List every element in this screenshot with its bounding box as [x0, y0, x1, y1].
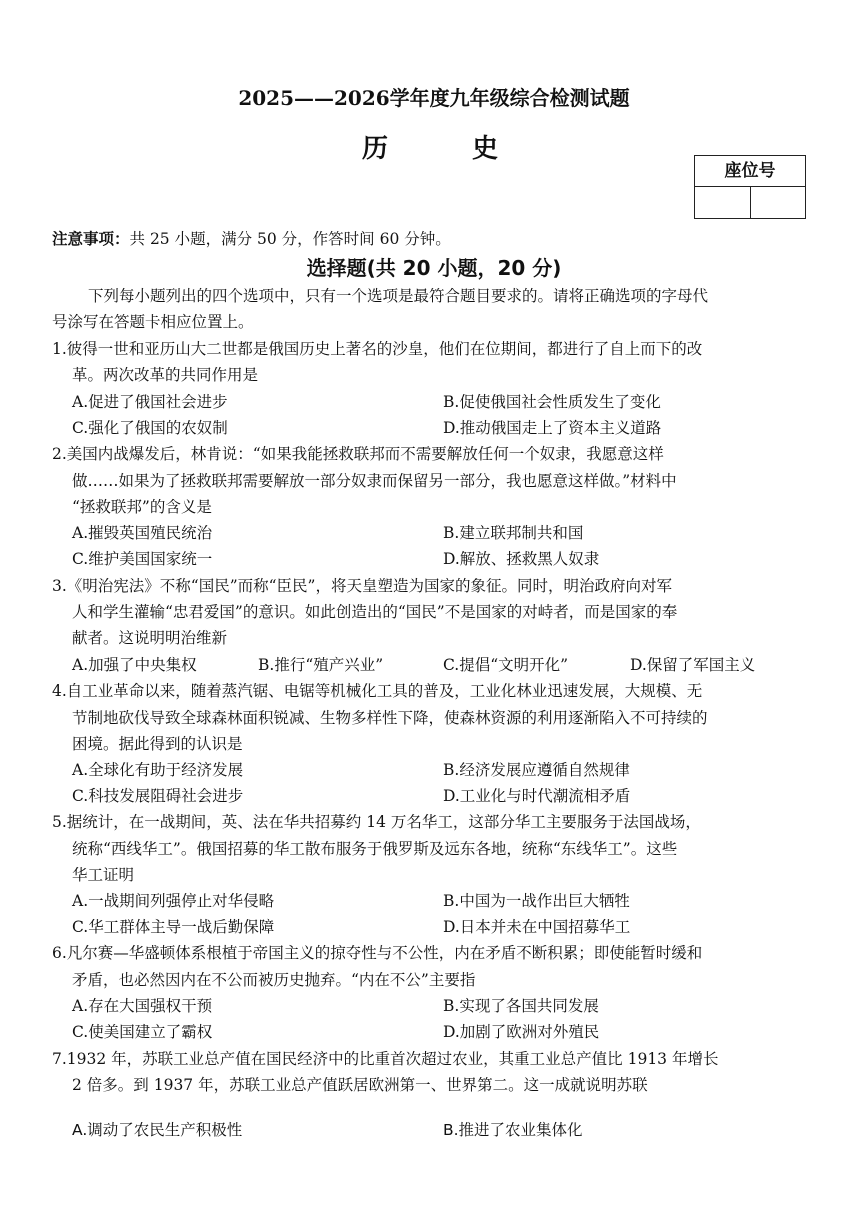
question-7-text: 7.1932 年，苏联工业总产值在国民经济中的比重首次超过农业，其重工业总产值比 1913 年增长 — [52, 1050, 719, 1068]
question-4-text: 4.自工业革命以来，随着蒸汽锯、电锯等机械化工具的普及，工业化林业迅速发展，大规模、无 — [52, 682, 703, 700]
notice-label: 注意事项： — [52, 230, 130, 248]
question-6-option-c: C.使美国建立了霸权 — [72, 1023, 213, 1041]
question-1-text: 革。两次改革的共同作用是 — [72, 366, 259, 384]
question-2-option-b: B.建立联邦制共和国 — [443, 524, 584, 542]
subject-char-2: 史 — [472, 134, 499, 164]
question-5-option-a: A.一战期间列强停止对华侵略 — [72, 892, 275, 910]
question-4-option-c: C.科技发展阻碍社会进步 — [72, 787, 244, 805]
question-5-option-c: C.华工群体主导一战后勤保障 — [72, 918, 275, 936]
question-3-text: 3.《明治宪法》不称“国民”而称“臣民”，将天皇塑造为国家的象征。同时，明治政府向对军 — [52, 577, 672, 595]
question-5-text: 统称“西线华工”。俄国招募的华工散布服务于俄罗斯及远东各地，统称“东线华工”。这些 — [72, 840, 678, 858]
question-2-option-a: A.摧毁英国殖民统治 — [72, 524, 213, 542]
question-1-option-a: A.促进了俄国社会进步 — [72, 393, 228, 411]
question-2-text: 2.美国内战爆发后，林肯说：“如果我能拯救联邦而不需要解放任何一个奴隶，我愿意这样 — [52, 445, 664, 463]
question-4-text: 困境。据此得到的认识是 — [72, 735, 243, 753]
question-1-option-d: D.推动俄国走上了资本主义道路 — [443, 419, 662, 437]
notice — [52, 227, 451, 249]
notice-text: 共 25 小题，满分 50 分，作答时间 60 分钟。 — [129, 230, 451, 248]
question-5-text: 华工证明 — [72, 866, 135, 884]
question-6-text: 矛盾，也必然因内在不公而被历史抛弃。“内在不公”主要指 — [72, 971, 476, 989]
question-2-option-c: C.维护美国国家统一 — [72, 550, 213, 568]
question-5-option-d: D.日本并未在中国招募华工 — [443, 918, 631, 936]
question-5-option-b: B.中国为一战作出巨大牺牲 — [443, 892, 630, 910]
question-6-text: 6.凡尔赛—华盛顿体系根植于帝国主义的掠夺性与不公性，内在矛盾不断积累；即使能暂时缓和 — [52, 944, 703, 962]
seat-number-cell[interactable] — [695, 187, 751, 218]
section-intro: 号涂写在答题卡相应位置上。 — [52, 313, 254, 331]
question-4-option-b: B.经济发展应遵循自然规律 — [443, 761, 630, 779]
question-6-option-b: B.实现了各国共同发展 — [443, 997, 599, 1015]
question-1-option-b: B.促使俄国社会性质发生了变化 — [443, 393, 661, 411]
question-6-option-a: A.存在大国强权干预 — [72, 997, 213, 1015]
section-title: 选择题(共 20 小题，20 分) — [306, 256, 562, 280]
seat-number-cell[interactable] — [751, 187, 805, 218]
question-2-text: 做……如果为了拯救联邦需要解放一部分奴隶而保留另一部分，我也愿意这样做。”材料中 — [72, 472, 677, 490]
question-3-text: 献者。这说明明治维新 — [72, 629, 228, 647]
question-4-option-a: A.全球化有助于经济发展 — [72, 761, 244, 779]
section-intro: 下列每小题列出的四个选项中，只有一个选项是最符合题目要求的。请将正确选项的字母代 — [88, 287, 709, 305]
question-3-option-d: D.保留了军国主义 — [630, 656, 756, 674]
question-7-option-b: B.推进了农业集体化 — [443, 1121, 583, 1139]
question-3-option-c: C.提倡“文明开化” — [443, 656, 569, 674]
seat-number-box — [694, 155, 806, 219]
subject-char-1: 历 — [362, 134, 389, 164]
exam-title: 2025——2026学年度九年级综合检测试题 — [238, 86, 630, 110]
question-2-option-d: D.解放、拯救黑人奴隶 — [443, 550, 600, 568]
question-3-option-a: A.加强了中央集权 — [72, 656, 197, 674]
question-3-option-b: B.推行“殖产兴业” — [258, 656, 384, 674]
question-6-option-d: D.加剧了欧洲对外殖民 — [443, 1023, 600, 1041]
question-7-option-a: A.调动了农民生产积极性 — [72, 1121, 243, 1139]
question-7-text: 2 倍多。到 1937 年，苏联工业总产值跃居欧洲第一、世界第二。这一成就说明苏联 — [72, 1076, 648, 1094]
question-3-text: 人和学生灌输“忠君爱国”的意识。如此创造出的“国民”不是国家的对峙者，而是国家的奉 — [72, 603, 678, 621]
question-4-option-d: D.工业化与时代潮流相矛盾 — [443, 787, 631, 805]
question-5-text: 5.据统计，在一战期间，英、法在华共招募约 14 万名华工，这部分华工主要服务于法国战场， — [52, 813, 701, 831]
question-2-text: “拯救联邦”的含义是 — [72, 498, 212, 516]
question-1-text: 1.彼得一世和亚历山大二世都是俄国历史上著名的沙皇，他们在位期间，都进行了自上而下的改 — [52, 340, 703, 358]
question-4-text: 节制地砍伐导致全球森林面积锐减、生物多样性下降，使森林资源的利用逐渐陷入不可持续的 — [72, 709, 708, 727]
seat-number-label: 座位号 — [695, 156, 805, 187]
question-1-option-c: C.强化了俄国的农奴制 — [72, 419, 228, 437]
